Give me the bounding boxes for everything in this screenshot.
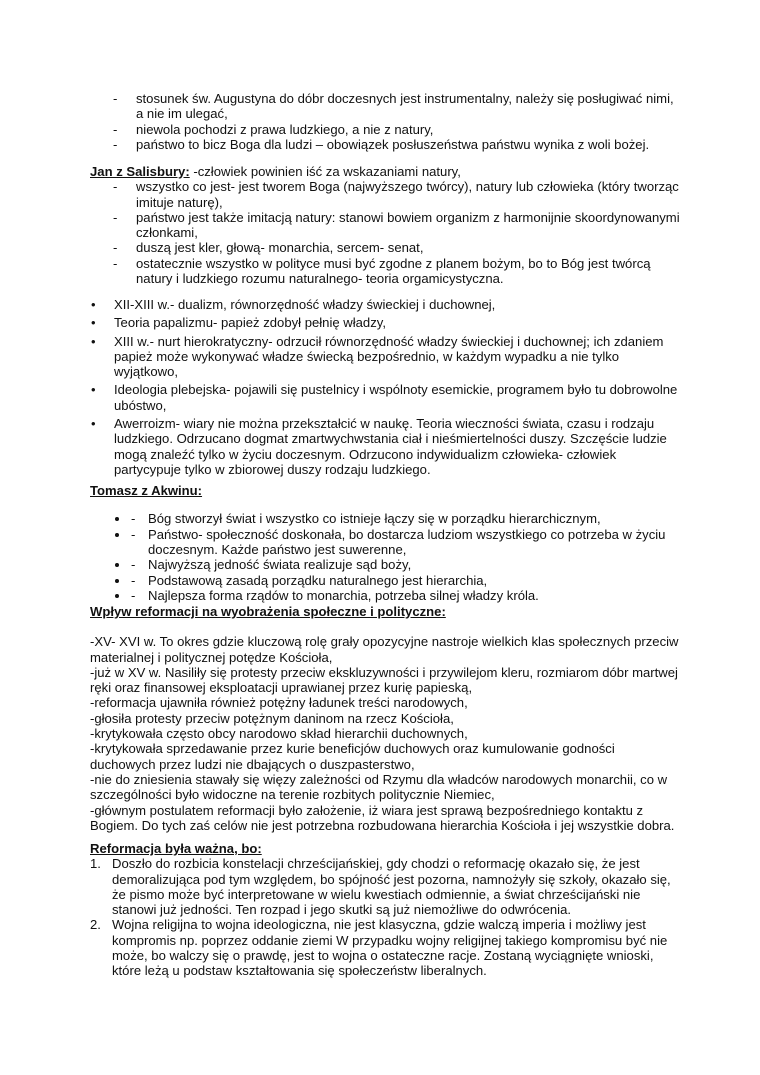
paragraph-line: -krytykowała często obcy narodowo skład hierarchii duchownych,: [90, 726, 468, 742]
list-item: - wszystko co jest- jest tworem Boga (najwyższego twórcy), natury lub człowieka (który tworząc imituje naturę),: [90, 179, 680, 210]
list-item: [90, 917, 680, 978]
list-item: - ostatecznie wszystko w polityce musi być zgodne z planem bożym, bo to Bóg jest twórcą natury i ludzkiego rozumu naturalnego- teoria orgamicystyczna.: [90, 256, 680, 287]
list-item: - • Najwyższą jedność świata realizuje sąd boży,: [130, 557, 680, 572]
list-item: - państwo to bicz Boga dla ludzi – obowiązek posłuszeństwa państwu wynika z woli bożej.: [90, 137, 680, 152]
paragraph-line: -głosiła protesty przeciw potężnym daninom na rzecz Kościoła,: [90, 710, 454, 726]
bullet-section: [90, 297, 680, 480]
salisbury-intro-line: [90, 164, 680, 179]
list-item: • Awerroizm- wiary nie można przekształcić w naukę. Teoria wieczności świata, czasu i rodzaju ludzkiego. Odrzucano dogmat zmartwychwstania ciał i nieśmiertelności duszy. Szczęście ludzie mogą znaleźć tylko w życiu doczesnym. Odrzucono indywidualizm człowieka- człowiek partycypuje tylko w zbiorowej duszy rodzaju ludzkiego.: [90, 416, 680, 477]
akwinu-list: [90, 511, 680, 603]
list-item: - • Bóg stworzył świat i wszystko co istnieje łączy się w porządku hierarchicznym,: [130, 511, 680, 526]
list-item: - duszą jest kler, głową- monarchia, sercem- senat,: [90, 240, 680, 255]
bullet-list: [90, 297, 680, 477]
list-item: • XIII w.- nurt hierokratyczny- odrzucił równorzędność władzy świeckiej i duchownej; ich zdaniem papież może wykonywać władze świecką bezpośrednio, w każdym wypadku a nie tylko wyjątkowo,: [90, 334, 680, 380]
list-text: Wojna religijna to wojna ideologiczna, nie jest klasyczna, gdzie walczą imperia i możliwy jest kompromis np. poprzez oddanie ziemi W przypadku wojny religijnej takiego kompromisu być nie może, bo walczy się o prawdę, jest to wojna o ostateczne racje. Zostaną wyciągnięte wnioski, które leżą u podstaw kształtowania się społeczeństw liberalnych.: [112, 917, 668, 979]
salisbury-list: [90, 179, 680, 286]
list-text: Doszło do rozbicia konstelacji chrześcijańskiej, gdy chodzi o reformację okazało się, że jest demoralizująca pod tym względem, bo spójność jest pozorna, namnożyły się szkoły, okazało się, że pismo może być interpretowane w wielu kwestiach odmiennie, a świat chrześcijański nie stanowi już jedności. Ten rozpad i jego skutki są już niemożliwe do odwrócenia.: [112, 856, 671, 918]
list-item: • Teoria papalizmu- papież zdobył pełnię władzy,: [90, 315, 680, 330]
list-item: - • Podstawową zasadą porządku naturalnego jest hierarchia,: [130, 573, 680, 588]
list-number: 2.: [90, 917, 101, 933]
section-heading: Tomasz z Akwinu:: [90, 483, 203, 498]
paragraph-line: -głównym postulatem reformacji było założenie, iż wiara jest sprawą bezpośredniego kontaktu z Bogiem. Do tych zaś celów nie jest potrzebna rozbudowana hierarchia Kościoła i jej wszystkie dobra.: [90, 802, 675, 833]
paragraph-line: -nie do zniesienia stawały się więzy zależności od Rzymu dla władców narodowych monarchii, co w szczególności było widoczne na terenie rozbitych politycznie Niemiec,: [90, 771, 668, 803]
paragraph-line: -krytykowała sprzedawanie przez kurie beneficjów duchowych oraz kumulowanie godności duchowych przez ludzi nie dbających o duszpasterstwo,: [90, 741, 615, 772]
wazna-section: [90, 841, 680, 979]
augustyn-list: [90, 91, 680, 152]
wazna-list: [90, 856, 680, 978]
list-item: - • Państwo- społeczność doskonała, bo dostarcza ludziom wszystkiego co potrzeba w życiu doczesnym. Każde państwo jest suwerenne,: [130, 527, 680, 558]
akwinu-section: [90, 483, 680, 616]
list-item: • Ideologia plebejska- pojawili się pustelnicy i wspólnoty esemickie, programem było tu dobrowolne ubóstwo,: [90, 382, 680, 413]
list-item: - państwo jest także imitacją natury: stanowi bowiem organizm z harmonijnie skoordynowanymi członkami,: [90, 210, 680, 241]
paragraph-line: -XV- XVI w. To okres gdzie kluczową rolę grały opozycyjne nastroje wielkich klas społecznych przeciw materialnej i politycznej potędze Kościoła,: [90, 634, 679, 665]
salisbury-section: [90, 164, 680, 286]
augustyn-section: [90, 91, 680, 152]
reformacja-section: [90, 604, 680, 833]
list-item: - niewola pochodzi z prawa ludzkiego, a nie z natury,: [90, 122, 680, 137]
paragraph-line: -reformacja ujawniła również potężny ładunek treści narodowych,: [90, 695, 468, 711]
list-item: - stosunek św. Augustyna do dóbr doczesnych jest instrumentalny, należy się posługiwać nimi, a nie im ulegać,: [90, 91, 680, 122]
salisbury-intro: -człowiek powinien iść za wskazaniami natury,: [189, 164, 461, 179]
list-item: - • Najlepsza forma rządów to monarchia, potrzeba silnej władzy króla.: [130, 588, 680, 603]
list-item: [90, 856, 680, 917]
section-heading: Jan z Salisbury:: [90, 164, 190, 179]
section-heading: Wpływ reformacji na wyobrażenia społeczne i polityczne:: [90, 604, 446, 619]
section-heading: Reformacja była ważna, bo:: [90, 841, 262, 856]
list-number: 1.: [90, 856, 101, 872]
list-item: • XII-XIII w.- dualizm, równorzędność władzy świeckiej i duchownej,: [90, 297, 680, 312]
paragraph-line: -już w XV w. Nasiliły się protesty przeciw ekskluzywności i przywilejom kleru, rozmiarom dóbr martwej ręki oraz finansowej eksploatacji uprawianej przez kurię papieską,: [90, 664, 678, 696]
